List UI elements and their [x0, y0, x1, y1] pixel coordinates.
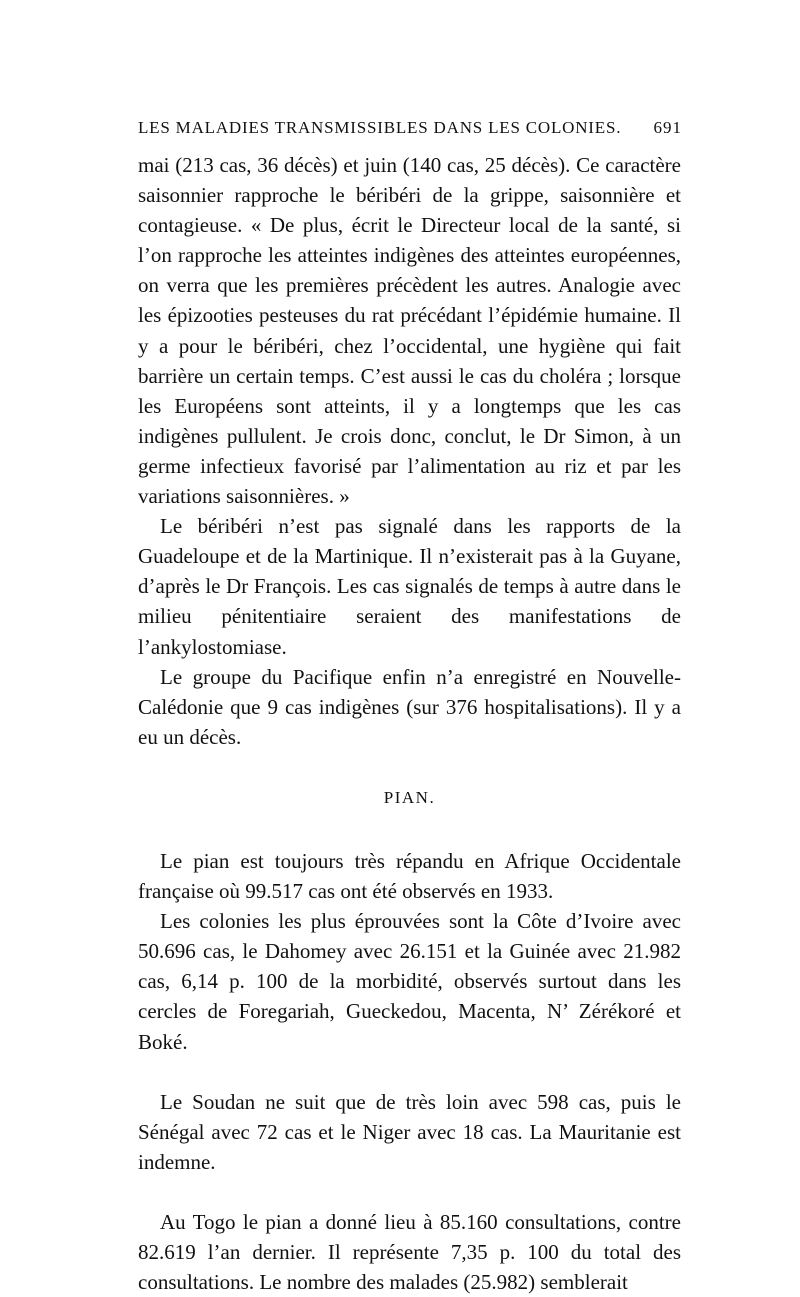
page-number: 691 [653, 118, 682, 137]
paragraph-continuation: mai (213 cas, 36 décès) et juin (140 cas, 25 décès). Ce caractère saisonnier rapproche le béribéri de la grippe, saisonnière et contagieuse. « De plus, écrit le Directeur local de la santé, si l’on rapproche les atteintes indigènes des atteintes européennes, on verra que les premières précèdent les autres. Analogie avec les épizooties pesteuses du rat précédant l’épidémie humaine. Il y a pour le béribéri, chez l’occidental, une hygiène qui fait barrière un certain temps. C’est aussi le cas du choléra ; lorsque les Européens sont atteints, il y a longtemps que les cas indigènes pullulent. Je crois donc, conclut, le Dr Simon, à un germe infectieux favorisé par l’alimentation au riz et par les variations saisonnières. » [138, 153, 681, 509]
body-text [138, 150, 681, 1297]
paragraph-soudan: Le Soudan ne suit que de très loin avec 598 cas, puis le Sénégal avec 72 cas et le Niger avec 18 cas. La Mauritanie est indemne. [138, 1089, 681, 1174]
paragraph-colonies: Les colonies les plus éprouvées sont la Côte d’Ivoire avec 50.696 cas, le Dahomey avec 26.151 et la Guinée avec 21.982 cas, 6,14 p. 100 de la morbidité, observés surtout dans les cercles de Foregariah, Gueckedou, Macenta, N’ Zérékoré et Boké. [138, 909, 681, 1054]
paragraph-pian-aof: Le pian est toujours très répandu en Afrique Occidentale française où 99.517 cas ont été observés en 1933. [138, 848, 681, 904]
running-title: LES MALADIES TRANSMISSIBLES DANS LES COLONIES. [138, 118, 622, 137]
running-header [138, 118, 682, 138]
paragraph-pacifique: Le groupe du Pacifique enfin n’a enregistré en Nouvelle-Calédonie que 9 cas indigènes (sur 376 hospitalisations). Il y a eu un décès. [138, 664, 681, 749]
paragraph-togo: Au Togo le pian a donné lieu à 85.160 consultations, contre 82.619 l’an dernier. Il représente 7,35 p. 100 du total des consultations. Le nombre des malades (25.982) semblerait [138, 1209, 681, 1295]
section-title: PIAN. [383, 787, 436, 807]
paragraph-guadeloupe: Le béribéri n’est pas signalé dans les rapports de la Guadeloupe et de la Martinique. Il n’existerait pas à la Guyane, d’après le Dr François. Les cas signalés de temps à autre dans le milieu pénitentiaire seraient des manifestations de l’ankylostomiase. [138, 514, 681, 659]
